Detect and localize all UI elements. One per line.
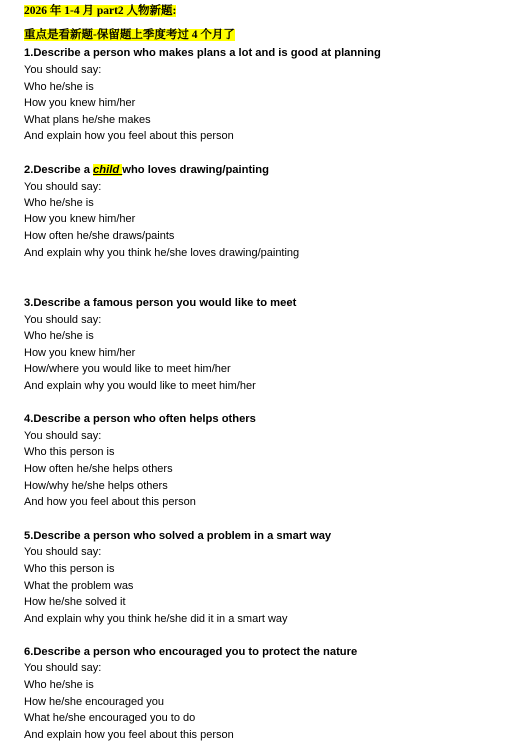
question-1-point-1: Who he/she is	[24, 81, 94, 93]
question-2-prompt: You should say:	[24, 181, 102, 193]
question-1-title: 1.Describe a person who makes plans a lot and is good at planning	[24, 47, 381, 59]
question-6-point-2: How he/she encouraged you	[24, 696, 165, 708]
header-note	[24, 28, 235, 43]
question-5-point-1: Who this person is	[24, 563, 115, 575]
question-2-highlight-word: child	[93, 164, 123, 176]
question-3-point-4: And explain why you would like to meet him/her	[24, 380, 256, 392]
question-2-point-3: How often he/she draws/paints	[24, 230, 175, 242]
question-6-point-3: What he/she encouraged you to do	[24, 712, 196, 724]
question-3-point-2: How you knew him/her	[24, 347, 136, 359]
question-4-point-3: How/why he/she helps others	[24, 480, 168, 492]
question-4-prompt: You should say:	[24, 430, 102, 442]
question-6-point-4: And explain how you feel about this person	[24, 729, 234, 741]
question-3-point-1: Who he/she is	[24, 330, 94, 342]
header-title	[24, 4, 176, 19]
question-2-point-2: How you knew him/her	[24, 213, 136, 225]
question-2-title-end: who loves drawing/painting	[122, 164, 269, 176]
question-3-point-3: How/where you would like to meet him/her	[24, 363, 231, 375]
question-1-point-4: And explain how you feel about this person	[24, 130, 234, 142]
header-title-text: 2026 年 1-4 月 part2 人物新题:	[24, 5, 177, 17]
question-4-title: 4.Describe a person who often helps others	[24, 413, 256, 425]
question-6-title: 6.Describe a person who encouraged you to protect the nature	[24, 646, 358, 658]
question-2-point-4: And explain why you think he/she loves drawing/painting	[24, 247, 300, 259]
header-note-text: 重点是看新题-保留题上季度考过 4 个月了	[24, 29, 235, 41]
question-5-point-4: And explain why you think he/she did it in a smart way	[24, 613, 288, 625]
question-3-prompt: You should say:	[24, 314, 102, 326]
question-4-point-2: How often he/she helps others	[24, 463, 173, 475]
question-1-prompt: You should say:	[24, 64, 102, 76]
question-4-point-1: Who this person is	[24, 446, 115, 458]
question-6-point-1: Who he/she is	[24, 679, 94, 691]
question-2-point-1: Who he/she is	[24, 197, 94, 209]
question-5-point-3: How he/she solved it	[24, 596, 126, 608]
question-1-point-2: How you knew him/her	[24, 97, 136, 109]
question-2-title	[24, 163, 269, 177]
question-3-title: 3.Describe a famous person you would like to meet	[24, 297, 297, 309]
question-6-prompt: You should say:	[24, 662, 102, 674]
question-5-prompt: You should say:	[24, 546, 102, 558]
question-2-title-start: 2.Describe a	[24, 164, 94, 176]
question-5-title: 5.Describe a person who solved a problem in a smart way	[24, 530, 332, 542]
question-1-point-3: What plans he/she makes	[24, 114, 151, 126]
question-4-point-4: And how you feel about this person	[24, 496, 196, 508]
question-5-point-2: What the problem was	[24, 580, 134, 592]
